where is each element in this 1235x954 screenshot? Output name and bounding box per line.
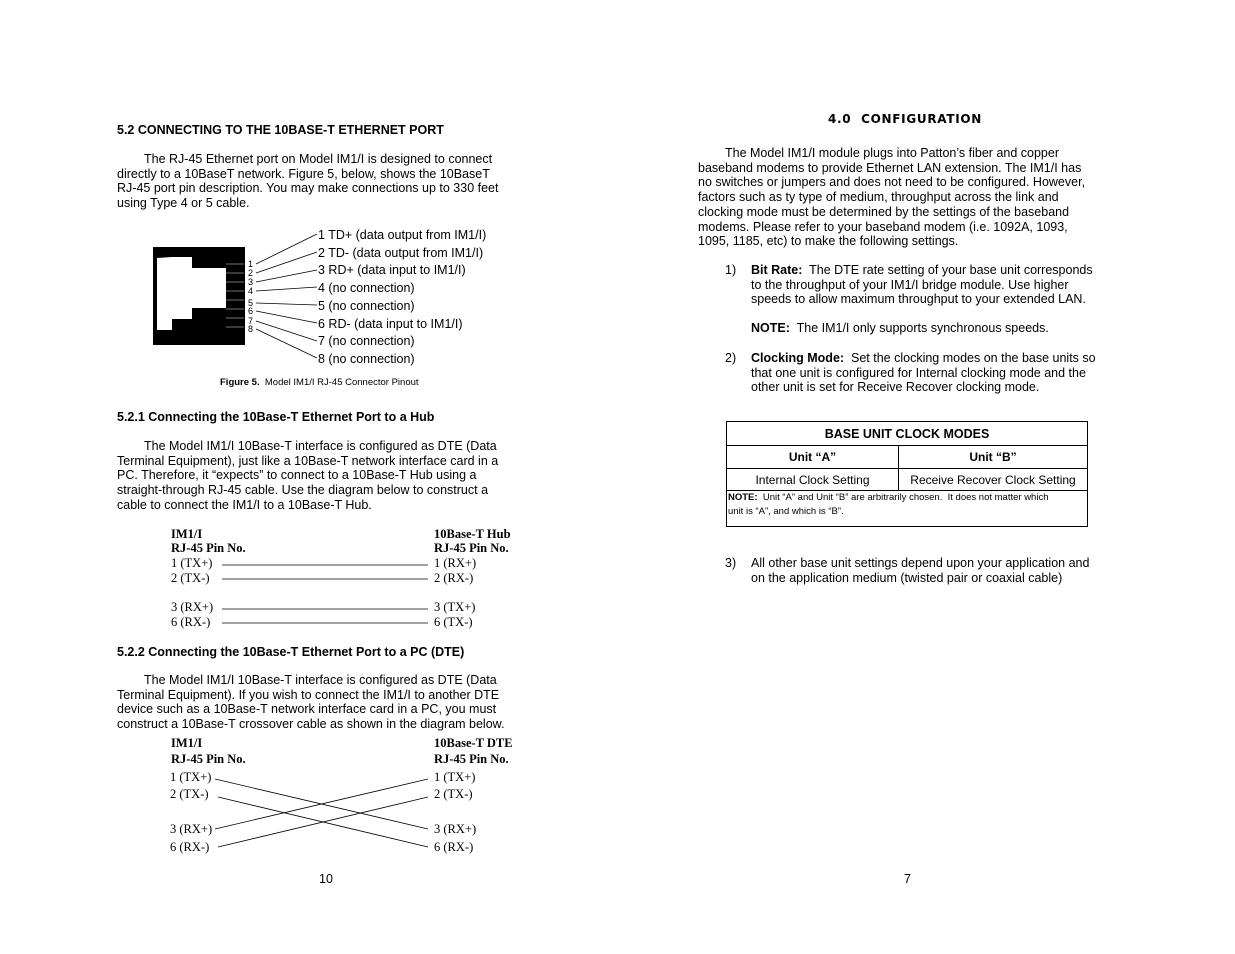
rj45-connector-figure [150, 225, 320, 365]
pin-label: 1 (TX+) [434, 770, 476, 784]
table-cell-unit-b: Receive Recover Clock Setting [899, 469, 1088, 491]
section-title-5-2: 5.2 CONNECTING TO THE 10BASE-T ETHERNET PORT [117, 123, 444, 137]
section-title-5-2-1: 5.2.1 Connecting the 10Base-T Ethernet Port to a Hub [117, 410, 435, 424]
pin-label: 3 (RX+) [171, 600, 214, 614]
rj45-connector-body [153, 247, 245, 345]
diagram-header: RJ-45 Pin No. [171, 752, 246, 766]
section-title-5-2-2: 5.2.2 Connecting the 10Base-T Ethernet Port to a PC (DTE) [117, 645, 465, 659]
pin-number: 2 [248, 268, 254, 278]
page-number: 10 [319, 872, 333, 886]
hub-paragraph: The Model IM1/I 10Base-T interface is configured as DTE (Data Terminal Equipment), just like a 10Base-T network interface card in a PC. Therefore, it “expects” to connect to a 10Base-T Hub using a straight-through RJ-45 cable. Use the diagram below to construct a cable to connect the IM1/I to a 10Base-T Hub. [117, 439, 499, 512]
pin-label: 3 (RX+) [434, 822, 477, 836]
pin-label: 3 (TX+) [434, 600, 476, 614]
list-item-bit-rate: Bit Rate: The DTE rate setting of your base unit corresponds to the throughput of your IM1/I bridge module. Use higher speeds to allow maximum throughput to your extended LAN. [751, 263, 1093, 307]
pin-label: 1 (RX+) [434, 556, 477, 570]
list-item-clocking-mode: Clocking Mode: Set the clocking modes on the base units so that one unit is configured for Internal clocking mode and the other unit is set for Receive Recover clocking mode. [751, 351, 1096, 395]
pinout-label: 8 (no connection) [318, 351, 415, 366]
pinout-label: 7 (no connection) [318, 334, 415, 349]
pinout-label: 4 (no connection) [318, 281, 415, 296]
list-item-number: 3) [725, 556, 737, 570]
pinout-label: 2 TD- (data output from IM1/I) [318, 245, 484, 260]
pinout-label: 6 RD- (data input to IM1/I) [318, 316, 463, 331]
table-title: BASE UNIT CLOCK MODES [727, 422, 1088, 446]
pin-label: 2 (TX-) [434, 787, 473, 801]
pin-label: 6 (RX-) [434, 840, 474, 854]
pinout-label: 3 RD+ (data input to IM1/I) [318, 263, 466, 278]
pin-label: 1 (TX+) [170, 770, 212, 784]
pin-number: 6 [248, 306, 254, 316]
hub-wires [215, 555, 435, 630]
pinout-label: 1 TD+ (data output from IM1/I) [318, 228, 487, 242]
intro-paragraph: The RJ-45 Ethernet port on Model IM1/I is designed to connect directly to a 10BaseT network. Figure 5, below, shows the 10BaseT RJ-45 port pin description. You may make connections up to 330 feet using Type 4 or 5 cable. [117, 152, 499, 211]
crossover-wires [210, 770, 435, 855]
pinout-labels [318, 227, 486, 369]
diagram-header: IM1/I [171, 527, 203, 541]
pin-number: 1 [248, 259, 254, 269]
table-header-unit-a: Unit “A” [727, 446, 899, 469]
pin-label: 1 (TX+) [171, 556, 213, 570]
pin-label: 6 (TX-) [434, 615, 473, 629]
pin-label: 6 (RX-) [170, 840, 210, 854]
pin-label: 2 (RX-) [434, 571, 474, 585]
table-header-unit-b: Unit “B” [899, 446, 1088, 469]
pin-number: 8 [248, 324, 254, 334]
diagram-header: 10Base-T Hub [434, 527, 511, 541]
pinout-leader-lines [256, 234, 317, 358]
pin-label: 6 (RX-) [171, 615, 211, 629]
diagram-header: 10Base-T DTE [434, 736, 513, 750]
pinout-label: 5 (no connection) [318, 298, 415, 313]
diagram-header: RJ-45 Pin No. [434, 752, 509, 766]
clock-modes-table [726, 421, 1088, 527]
pin-number: 5 [248, 298, 254, 308]
pin-label: 3 (RX+) [170, 822, 213, 836]
list-item-other-settings: All other base unit settings depend upon your application and on the application medium (twisted pair or coaxial cable) [751, 556, 1090, 585]
list-item-number: 2) [725, 351, 737, 365]
diagram-header: IM1/I [171, 736, 203, 750]
diagram-header: RJ-45 Pin No. [434, 541, 509, 555]
table-note: NOTE: Unit “A” and Unit “B” are arbitrarily chosen. It does not matter which unit is “A”, and which is “B”. [727, 491, 1088, 527]
pin-number: 7 [248, 316, 254, 326]
config-intro-paragraph: The Model IM1/I module plugs into Patton’s fiber and copper baseband modems to provide Ethernet LAN extension. The IM1/I has no switches or jumpers and does not need to be configured. However, factors such as ty type of medium, throughput across the link and clocking mode must be determined by the settings of the baseband modems. Please refer to your baseband modem (i.e. 1092A, 1093, 1095, 1185, etc) to make the following settings. [698, 146, 1086, 249]
bit-rate-note: NOTE: The IM1/I only supports synchronous speeds. [751, 321, 1049, 335]
table-cell-unit-a: Internal Clock Setting [727, 469, 899, 491]
list-item-number: 1) [725, 263, 737, 277]
pc-paragraph: The Model IM1/I 10Base-T interface is configured as DTE (Data Terminal Equipment). If you wish to connect the IM1/I to another DTE device such as a 10Base-T network interface card in a PC, you must construct a 10Base-T crossover cable as shown in the diagram below. [117, 673, 505, 732]
pin-number: 4 [248, 286, 254, 296]
pin-label: 2 (TX-) [170, 787, 209, 801]
pin-number: 3 [248, 277, 254, 287]
section-title-4-0: 4.0 CONFIGURATION [828, 112, 983, 126]
pin-label: 2 (TX-) [171, 571, 210, 585]
page-number: 7 [904, 872, 911, 886]
diagram-header: RJ-45 Pin No. [171, 541, 246, 555]
figure-caption: Figure 5. Model IM1/I RJ-45 Connector Pinout [220, 377, 419, 388]
